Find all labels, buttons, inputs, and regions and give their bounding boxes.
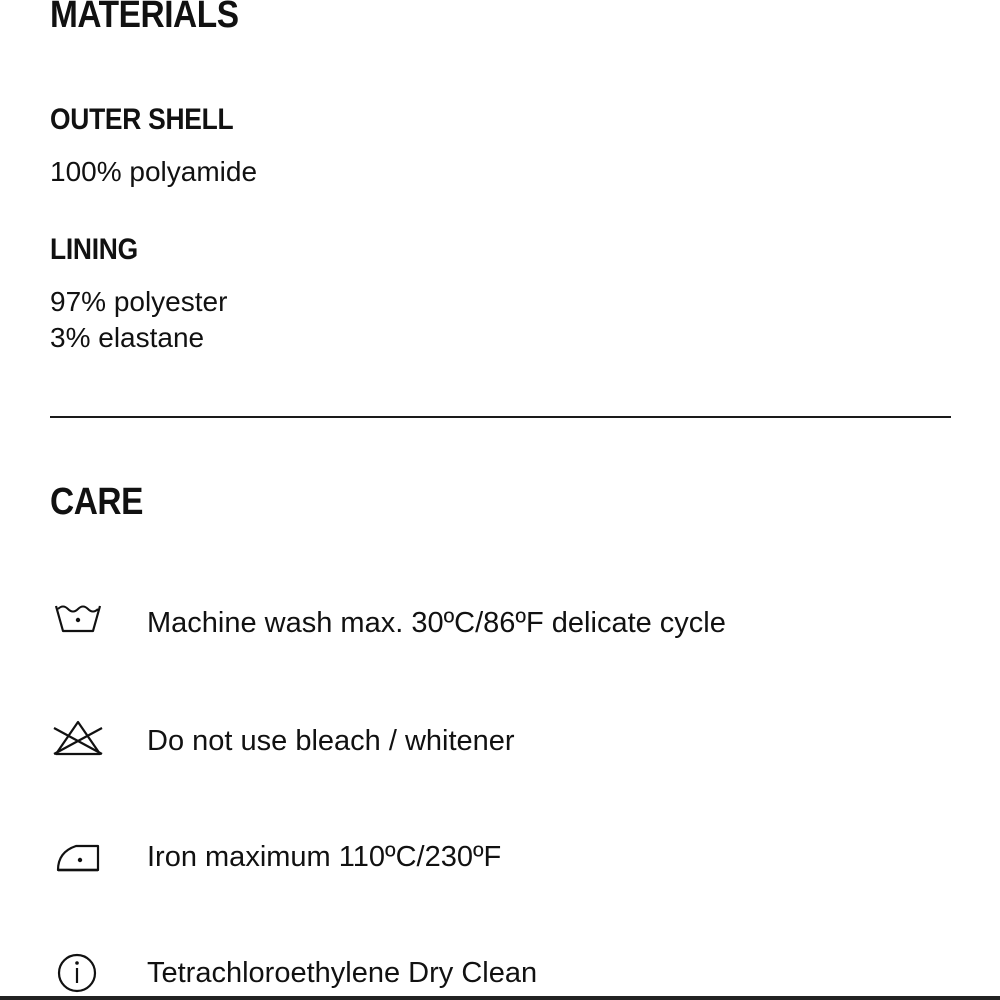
care-item-no-bleach — [50, 716, 950, 766]
materials-heading: MATERIALS — [50, 0, 239, 36]
section-divider — [50, 416, 951, 418]
care-item-iron — [50, 832, 950, 882]
care-item-text: Tetrachloroethylene Dry Clean — [147, 957, 538, 989]
care-item-machine-wash — [50, 598, 950, 648]
care-item-text: Machine wash max. 30ºC/86ºF delicate cycle — [147, 607, 726, 639]
iron-low-icon — [50, 832, 106, 882]
lining-composition-line-1: 97% polyester — [50, 286, 228, 317]
outer-shell-composition: 100% polyamide — [50, 156, 258, 187]
bottom-edge-divider — [0, 996, 1000, 1000]
care-item-text: Iron maximum 110ºC/230ºF — [147, 841, 502, 873]
outer-shell-label: OUTER SHELL — [50, 103, 234, 136]
care-heading: CARE — [50, 481, 144, 523]
machine-wash-30-icon — [50, 598, 106, 648]
dry-clean-p-icon — [50, 948, 106, 998]
no-bleach-icon — [50, 716, 106, 766]
care-item-dry-clean — [50, 948, 950, 998]
lining-label: LINING — [50, 233, 138, 266]
lining-composition-line-2: 3% elastane — [50, 322, 205, 353]
care-item-text: Do not use bleach / whitener — [147, 725, 515, 757]
